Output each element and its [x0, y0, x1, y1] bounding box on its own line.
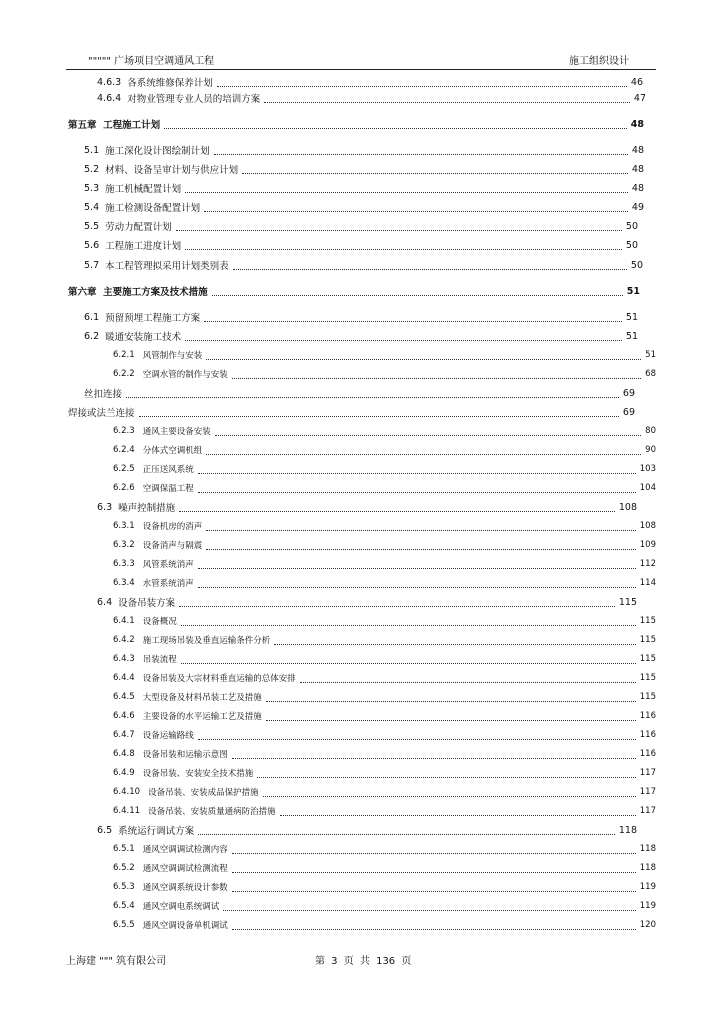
toc-leader: [126, 388, 619, 398]
toc-page: 51: [625, 311, 638, 323]
toc-entry: [113, 899, 656, 913]
toc-title: 通风主要设备安装: [142, 427, 211, 437]
toc-number: 6.4.1: [113, 616, 135, 626]
toc-number: 5.6: [84, 239, 100, 251]
toc-title: 通风空调调试检测内容: [142, 845, 228, 855]
toc-leader: [206, 521, 636, 531]
toc-entry: [84, 310, 638, 324]
toc-title: 设备概况: [142, 617, 177, 627]
toc-page: 116: [639, 749, 656, 759]
toc-page: 118: [639, 844, 656, 854]
toc-number: 6.3.1: [113, 521, 135, 531]
toc-title: 施工检测设备配置计划: [105, 203, 201, 214]
toc-page: 114: [639, 578, 656, 588]
toc-number: 6.2.5: [113, 464, 135, 474]
toc-page: 115: [639, 673, 656, 683]
toc-leader: [223, 901, 636, 911]
toc-title: 主要施工方案及技术措施: [103, 287, 208, 298]
toc-number: 6.4.10: [113, 787, 141, 797]
toc-title: 空调保温工程: [142, 484, 194, 494]
toc-entry: [113, 709, 656, 723]
toc-page: 49: [631, 201, 644, 213]
toc-number: 6.2.4: [113, 445, 135, 455]
header-project-title: """"" 广场项目空调通风工程: [88, 56, 215, 67]
toc-title: 工程施工进度计划: [105, 241, 182, 252]
toc-entry: [113, 462, 656, 476]
toc-leader: [185, 240, 622, 250]
toc-entry: [84, 143, 644, 157]
toc-page: 48: [631, 144, 644, 156]
toc-entry: [97, 75, 643, 89]
toc-page: 51: [625, 330, 638, 342]
toc-leader: [206, 445, 641, 455]
toc-entry: [113, 861, 656, 875]
toc-entry: [97, 91, 646, 105]
toc-title: 施工深化设计图绘制计划: [105, 146, 210, 157]
toc-title: 通风空调电系统调试: [142, 902, 220, 912]
toc-leader: [232, 749, 636, 759]
toc-leader: [181, 654, 636, 664]
toc-number: 5.1: [84, 144, 100, 156]
toc-number: 6.4.7: [113, 730, 135, 740]
toc-entry: [113, 538, 656, 552]
toc-leader: [232, 844, 636, 854]
toc-page: 115: [639, 616, 656, 626]
toc-number: 6.2.2: [113, 369, 135, 379]
toc-page: 112: [639, 559, 656, 569]
toc-leader: [198, 559, 636, 569]
toc-number: 6.1: [84, 311, 100, 323]
toc-entry: [84, 162, 644, 176]
toc-leader: [206, 540, 636, 550]
toc-page: 115: [639, 635, 656, 645]
toc-page: 69: [622, 406, 635, 418]
toc-entry: [113, 424, 656, 438]
toc-entry: [113, 842, 656, 856]
toc-entry: [97, 823, 637, 837]
toc-number: 6.5.1: [113, 844, 135, 854]
toc-leader: [198, 578, 636, 588]
toc-entry: [113, 557, 656, 571]
toc-page: 50: [630, 259, 643, 271]
toc-title: 设备吊装及大宗材料垂直运输的总体安排: [142, 674, 296, 684]
toc-title: 本工程管理拟采用计划类别表: [105, 261, 229, 272]
footer-company: 上海建 """ 筑有限公司: [66, 956, 167, 967]
toc-number: 6.4.9: [113, 768, 135, 778]
toc-leader: [232, 920, 636, 930]
toc-title: 空调水管的制作与安装: [142, 370, 228, 380]
toc-number: 4.6.3: [97, 76, 122, 88]
toc-number: 5.5: [84, 220, 100, 232]
toc-page: 50: [625, 220, 638, 232]
toc-title: 大型设备及材料吊装工艺及措施: [142, 693, 262, 703]
toc-page: 116: [639, 711, 656, 721]
toc-entry: [113, 785, 656, 799]
toc-leader: [185, 183, 628, 193]
toc-number: 6.5.3: [113, 882, 135, 892]
toc-entry: [113, 671, 656, 685]
toc-leader: [164, 119, 627, 129]
toc-number: 第六章: [68, 287, 97, 298]
toc-page: 118: [618, 824, 637, 836]
toc-page: 119: [639, 901, 656, 911]
toc-leader: [264, 93, 630, 103]
toc-leader: [232, 369, 641, 379]
toc-page: 118: [639, 863, 656, 873]
toc-leader: [232, 863, 636, 873]
toc-page: 80: [645, 426, 656, 436]
toc-page: 46: [630, 76, 643, 88]
toc-entry: [113, 443, 656, 457]
toc-number: 6.2: [84, 330, 100, 342]
toc-entry: [84, 238, 638, 252]
toc-number: 6.5.5: [113, 920, 135, 930]
toc-title: 通风空调设备单机调试: [142, 921, 228, 931]
toc-entry: [84, 219, 638, 233]
toc-title: 主要设备的水平运输工艺及措施: [142, 712, 262, 722]
toc-number: 6.4.8: [113, 749, 135, 759]
toc-title: 通风空调系统设计参数: [142, 883, 228, 893]
toc-page: 104: [639, 483, 656, 493]
toc-entry: [68, 405, 635, 419]
toc-entry: [97, 595, 637, 609]
toc-leader: [263, 787, 636, 797]
toc-entry: [113, 747, 656, 761]
toc-title: 设备运输路线: [142, 731, 194, 741]
toc-page: 47: [633, 92, 646, 104]
toc-title: 设备吊装方案: [118, 598, 176, 609]
toc-page: 120: [639, 920, 656, 930]
toc-leader: [215, 426, 641, 436]
toc-number: 6.4.11: [113, 806, 141, 816]
toc-page: 48: [631, 182, 644, 194]
toc-leader: [198, 464, 636, 474]
toc-page: 108: [618, 501, 637, 513]
toc-title: 暖通安装施工技术: [105, 332, 182, 343]
toc-entry: [113, 519, 656, 533]
toc-number: 6.5.2: [113, 863, 135, 873]
toc-number: 6.4.3: [113, 654, 135, 664]
toc-title: 施工机械配置计划: [105, 184, 182, 195]
header-document-type: 施工组织设计: [569, 56, 629, 67]
toc-number: 4.6.4: [97, 92, 122, 104]
toc-page: 48: [630, 118, 644, 130]
toc-number: 5.7: [84, 259, 100, 271]
footer-page-number: 第 3 页 共 136 页: [315, 956, 412, 967]
toc-page: 48: [631, 163, 644, 175]
toc-title: 风管制作与安装: [142, 351, 203, 361]
toc-title: 设备吊装、安装质量通病防治措施: [148, 807, 276, 817]
toc-leader: [185, 331, 622, 341]
toc-title: 预留预埋工程施工方案: [105, 313, 201, 324]
toc-entry: [113, 633, 656, 647]
toc-page: 90: [645, 445, 656, 455]
toc-leader: [300, 673, 636, 683]
toc-title: 工程施工计划: [103, 120, 161, 131]
toc-leader: [274, 635, 636, 645]
toc-page: 117: [639, 768, 656, 778]
toc-title: 风管系统消声: [142, 560, 194, 570]
toc-entry: [84, 329, 638, 343]
toc-page: 115: [618, 596, 637, 608]
toc-number: 5.4: [84, 201, 100, 213]
toc-entry: [113, 614, 656, 628]
toc-page: 103: [639, 464, 656, 474]
toc-number: 6.3: [97, 501, 113, 513]
toc-number: 6.5: [97, 824, 113, 836]
toc-leader: [242, 164, 628, 174]
toc-entry: [113, 766, 656, 780]
toc-number: 5.2: [84, 163, 100, 175]
toc-leader: [198, 730, 636, 740]
toc-entry: [113, 576, 656, 590]
toc-page: 116: [639, 730, 656, 740]
toc-title: 设备消声与隔震: [142, 541, 203, 551]
toc-page: 68: [645, 369, 656, 379]
toc-page: 115: [639, 692, 656, 702]
toc-number: 6.3.3: [113, 559, 135, 569]
toc-number: 6.4.2: [113, 635, 135, 645]
toc-entry: [84, 200, 644, 214]
toc-entry: [113, 880, 656, 894]
toc-title: 各系统维修保养计划: [127, 78, 213, 89]
toc-number: 6.2.1: [113, 350, 135, 360]
toc-title: 正压送风系统: [142, 465, 194, 475]
toc-title: 丝扣连接: [84, 389, 123, 400]
toc-number: 6.4.5: [113, 692, 135, 702]
toc-title: 焊接或法兰连接: [68, 408, 135, 419]
toc-title: 材料、设备呈审计划与供应计划: [105, 165, 239, 176]
toc-leader: [266, 711, 636, 721]
toc-title: 噪声控制措施: [118, 503, 176, 514]
toc-number: 5.3: [84, 182, 100, 194]
toc-number: 6.4: [97, 596, 113, 608]
toc-number: 6.3.2: [113, 540, 135, 550]
toc-leader: [198, 825, 615, 835]
toc-leader: [232, 882, 636, 892]
toc-number: 6.4.4: [113, 673, 135, 683]
toc-page: 117: [639, 806, 656, 816]
toc-title: 设备机房的消声: [142, 522, 203, 532]
toc-entry: [113, 367, 656, 381]
toc-number: 6.5.4: [113, 901, 135, 911]
toc-leader: [233, 260, 627, 270]
toc-number: 6.2.3: [113, 426, 135, 436]
toc-leader: [176, 221, 622, 231]
toc-page: 109: [639, 540, 656, 550]
toc-page: 115: [639, 654, 656, 664]
toc-leader: [204, 312, 622, 322]
toc-entry: [84, 181, 644, 195]
toc-page: 119: [639, 882, 656, 892]
toc-page: 108: [639, 521, 656, 531]
toc-leader: [198, 483, 636, 493]
toc-number: 6.2.6: [113, 483, 135, 493]
toc-page: 50: [625, 239, 638, 251]
toc-leader: [139, 407, 619, 417]
toc-title: 吊装流程: [142, 655, 177, 665]
toc-title: 设备吊装、安装安全技术措施: [142, 769, 254, 779]
toc-entry: [97, 500, 637, 514]
toc-title: 对物业管理专业人员的培训方案: [127, 94, 261, 105]
toc-leader: [257, 768, 636, 778]
toc-entry: [113, 348, 656, 362]
toc-page: 69: [622, 387, 635, 399]
toc-entry: [68, 117, 644, 131]
toc-number: 6.4.6: [113, 711, 135, 721]
toc-entry: [84, 258, 643, 272]
toc-title: 系统运行调试方案: [118, 826, 195, 837]
toc-leader: [214, 145, 628, 155]
toc-leader: [206, 350, 641, 360]
toc-title: 通风空调调试检测流程: [142, 864, 228, 874]
toc-title: 设备吊装、安装成品保护措施: [148, 788, 259, 798]
toc-entry: [113, 804, 656, 818]
toc-number: 第五章: [68, 120, 97, 131]
toc-title: 劳动力配置计划: [105, 222, 172, 233]
toc-leader: [280, 806, 636, 816]
toc-page: 51: [626, 285, 640, 297]
toc-entry: [113, 652, 656, 666]
toc-title: 施工现场吊装及垂直运输条件分析: [142, 636, 271, 646]
toc-entry: [68, 284, 640, 298]
toc-leader: [179, 502, 615, 512]
toc-number: 6.3.4: [113, 578, 135, 588]
toc-entry: [113, 481, 656, 495]
toc-title: 分体式空调机组: [142, 446, 203, 456]
toc-entry: [113, 728, 656, 742]
toc-entry: [113, 690, 656, 704]
toc-leader: [217, 77, 627, 87]
toc-page: 51: [645, 350, 656, 360]
toc-leader: [266, 692, 636, 702]
toc-page: 117: [639, 787, 656, 797]
toc-leader: [212, 286, 623, 296]
toc-leader: [204, 202, 628, 212]
toc-title: 水管系统消声: [142, 579, 194, 589]
toc-entry: [84, 386, 635, 400]
toc-leader: [179, 597, 615, 607]
toc-entry: [113, 918, 656, 932]
toc-title: 设备吊装和运输示意图: [142, 750, 228, 760]
toc-leader: [181, 616, 636, 626]
